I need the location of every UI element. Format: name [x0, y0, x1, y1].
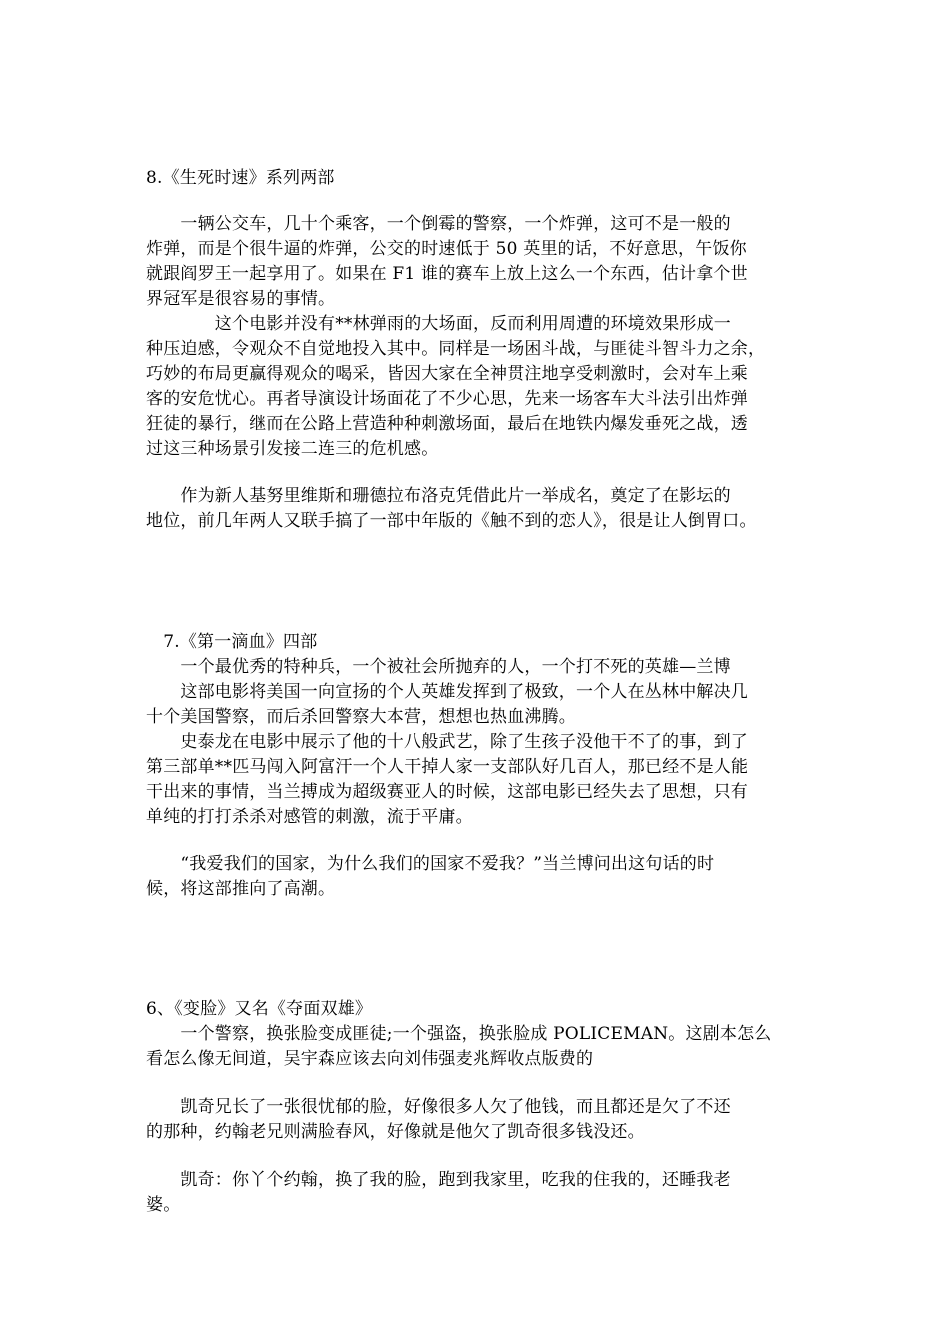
- s8-p1-line3: 就跟阎罗王一起享用了。如果在 F1 谁的赛车上放上这么一个东西，估计拿个世: [146, 264, 748, 284]
- s8-p1-line2: 炸弹，而是个很牛逼的炸弹，公交的时速低于 50 英里的话，不好意思，午饭你: [146, 239, 747, 259]
- s7-p3-line3: 干出来的事情，当兰搏成为超级赛亚人的时候，这部电影已经失去了思想，只有: [146, 782, 748, 802]
- s7-p3-line1: 史泰龙在电影中展示了他的十八般武艺，除了生孩子没他干不了的事，到了: [146, 732, 748, 752]
- s8-p2-line6: 过这三种场景引发接二连三的危机感。: [146, 439, 439, 459]
- s7-p4-line2: 候，将这部推向了高潮。: [146, 879, 336, 899]
- s8-p1-line4: 界冠军是很容易的事情。: [146, 289, 336, 309]
- s8-p1-line1: 一辆公交车，几十个乘客，一个倒霉的警察，一个炸弹，这可不是一般的: [146, 214, 731, 234]
- s8-p2-line2: 种压迫感，令观众不自觉地投入其中。同样是一场困斗战，与匪徒斗智斗力之余，: [146, 339, 766, 359]
- s6-p2-line2: 的那种，约翰老兄则满脸春风，好像就是他欠了凯奇很多钱没还。: [146, 1122, 645, 1142]
- s8-p2-line3: 巧妙的布局更赢得观众的喝采，皆因大家在全神贯注地享受刺激时，会对车上乘: [146, 364, 748, 384]
- s6-p3-line1: 凯奇：你丫个约翰，换了我的脸，跑到我家里，吃我的住我的，还睡我老: [146, 1170, 731, 1190]
- section-8-heading: 8.《生死时速》系列两部: [146, 168, 335, 188]
- s8-p3-line2: 地位，前几年两人又联手搞了一部中年版的《触不到的恋人》，很是让人倒胃口。: [146, 511, 757, 531]
- s7-p3-line4: 单纯的打打杀杀对感管的刺激，流于平庸。: [146, 807, 473, 827]
- s8-p2-line4: 客的安危忧心。再者导演设计场面花了不少心思，先来一场客车大斗法引出炸弹: [146, 389, 748, 409]
- section-7-heading: 7.《第一滴血》四部: [146, 632, 318, 652]
- s7-p2-line1: 这部电影将美国一向宣扬的个人英雄发挥到了极致，一个人在丛林中解决几: [146, 682, 748, 702]
- s7-p2-line2: 十个美国警察，而后杀回警察大本营，想想也热血沸腾。: [146, 707, 576, 727]
- s6-p1-line2: 看怎么像无间道，吴宇森应该去向刘伟强麦兆辉收点版费的: [146, 1049, 594, 1069]
- s8-p2-line1: 这个电影并没有**林弹雨的大场面，反而利用周遭的环境效果形成一: [146, 314, 731, 334]
- s7-p4-line1: “我爱我们的国家，为什么我们的国家不爱我？”当兰博问出这句话的时: [146, 854, 715, 874]
- s7-p3-line2: 第三部单**匹马闯入阿富汗一个人干掉人家一支部队好几百人，那已经不是人能: [146, 757, 749, 777]
- s8-p2-line5: 狂徒的暴行，继而在公路上营造种种刺激场面，最后在地铁内爆发垂死之战，透: [146, 414, 748, 434]
- s6-p1-line1: 一个警察，换张脸变成匪徒;一个强盗，换张脸成 POLICEMAN。这剧本怎么: [146, 1024, 772, 1044]
- s8-p3-line1: 作为新人基努里维斯和珊德拉布洛克凭借此片一举成名，奠定了在影坛的: [146, 486, 731, 506]
- s6-p3-line2: 婆。: [146, 1195, 181, 1215]
- s6-p2-line1: 凯奇兄长了一张很忧郁的脸，好像很多人欠了他钱，而且都还是欠了不还: [146, 1097, 731, 1117]
- section-6-heading: 6、《变脸》又名《夺面双雄》: [146, 999, 373, 1019]
- s7-p1-line1: 一个最优秀的特种兵，一个被社会所抛弃的人，一个打不死的英雄—兰博: [146, 657, 731, 677]
